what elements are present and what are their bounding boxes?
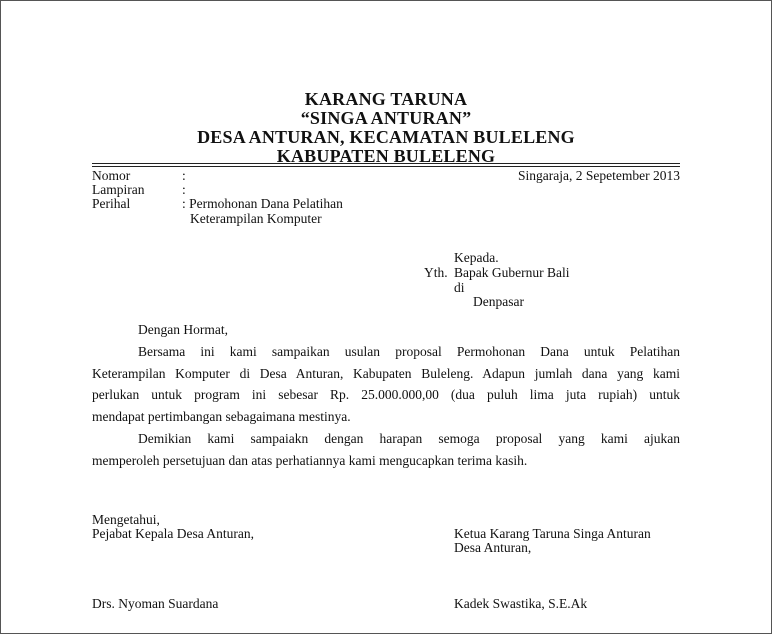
lampiran-colon: : xyxy=(182,182,186,197)
nomor-colon: : xyxy=(182,168,186,183)
paragraph-2-line: Demikian kami sampaiakn dengan harapan semoga proposal yang kami ajukan xyxy=(138,431,680,446)
org-name: KARANG TARUNA xyxy=(304,89,468,109)
right-sign-name: Kadek Swastika, S.E.Ak xyxy=(454,596,588,611)
paragraph-1-line: Keterampilan Komputer di Desa Anturan, Kabupaten Buleleng. Adapun jumlah dana yang kami xyxy=(92,365,680,381)
header-rule-bottom xyxy=(92,166,680,167)
perihal-value: : Permohonan Dana Pelatihan xyxy=(182,196,343,211)
left-sign-intro: Mengetahui, xyxy=(92,512,160,527)
nomor-label: Nomor xyxy=(92,168,131,183)
greeting: Dengan Hormat, xyxy=(138,322,228,337)
right-sign-title-line2: Desa Anturan, xyxy=(454,540,532,555)
org-location: DESA ANTURAN, KECAMATAN BULELENG xyxy=(197,127,575,147)
paragraph-1-line: perlukan untuk program ini sebesar Rp. 25.000.000,00 (dua puluh lima juta rupiah) untuk xyxy=(92,387,680,402)
recipient-yth: Yth. xyxy=(424,265,448,280)
lampiran-label: Lampiran xyxy=(92,182,145,197)
recipient-kepada: Kepada. xyxy=(454,250,499,265)
recipient-di: di xyxy=(454,280,465,295)
header-rule-top xyxy=(92,163,680,164)
perihal-label: Perihal xyxy=(92,196,131,211)
paragraph-2-line: memperoleh persetujuan dan atas perhatiannya kami mengucapkan terima kasih. xyxy=(92,452,528,468)
paragraph-1 xyxy=(92,341,680,427)
org-subname: “SINGA ANTURAN” xyxy=(300,108,472,128)
recipient-name: Bapak Gubernur Bali xyxy=(454,265,570,280)
paragraph-2 xyxy=(92,428,680,471)
left-sign-title: Pejabat Kepala Desa Anturan, xyxy=(92,526,254,541)
perihal-value-line2: Keterampilan Komputer xyxy=(190,211,322,226)
org-regency: KABUPATEN BULELENG xyxy=(276,146,496,166)
paragraph-1-line: Bersama ini kami sampaikan usulan proposal Permohonan Dana untuk Pelatihan xyxy=(138,344,680,359)
place-date: Singaraja, 2 Sepetember 2013 xyxy=(518,168,680,183)
paragraph-1-line: mendapat pertimbangan sebagaimana mestinya. xyxy=(92,408,351,424)
recipient-city: Denpasar xyxy=(473,294,524,309)
right-sign-title: Ketua Karang Taruna Singa Anturan xyxy=(454,526,651,541)
left-sign-name: Drs. Nyoman Suardana xyxy=(92,596,219,611)
